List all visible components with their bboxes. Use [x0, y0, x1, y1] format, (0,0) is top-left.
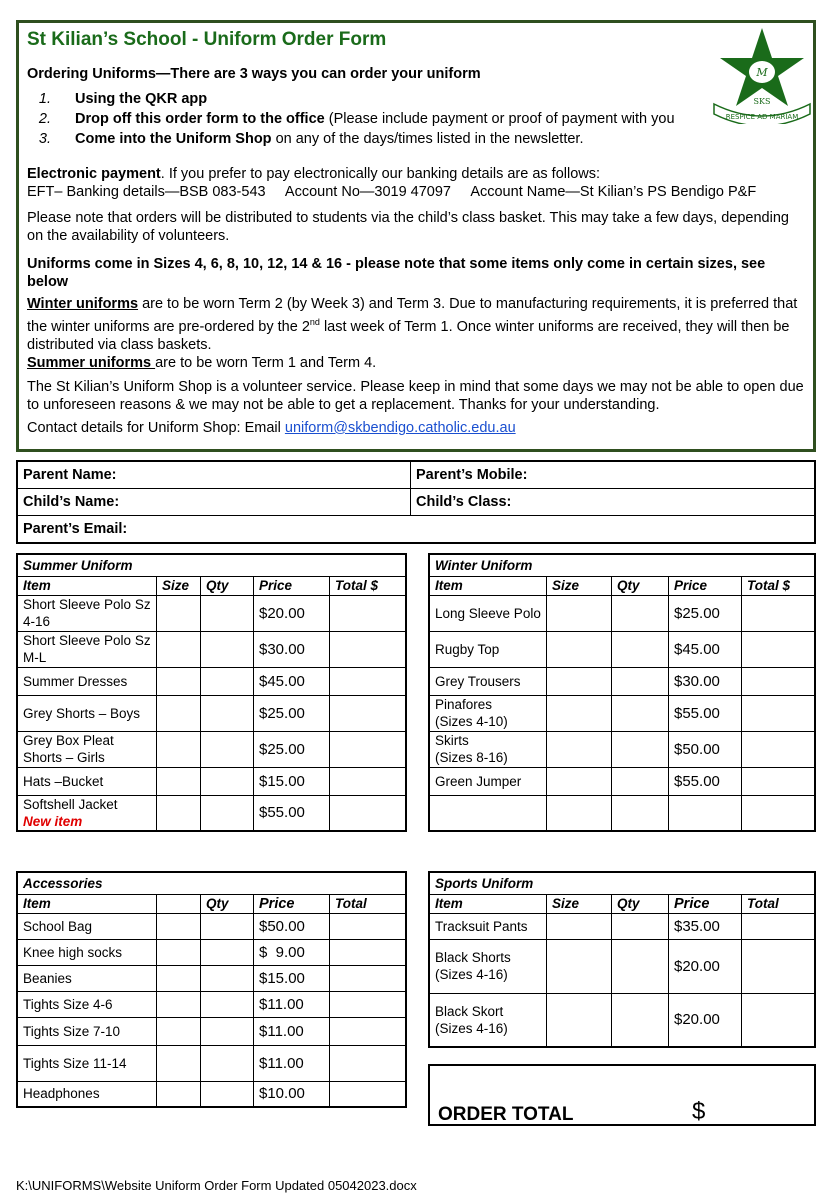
table-row — [429, 993, 815, 1047]
price-cell: $25.00 — [254, 695, 330, 731]
price-cell: $20.00 — [254, 595, 330, 631]
price-cell: $15.00 — [254, 965, 330, 991]
size-cell[interactable] — [547, 695, 612, 731]
accessories-table — [16, 871, 407, 1108]
col-item: Item — [429, 894, 547, 913]
total-cell[interactable] — [330, 667, 407, 695]
table-row — [429, 631, 815, 667]
col-total: Total $ — [330, 576, 407, 595]
total-cell[interactable] — [330, 795, 407, 831]
size-cell[interactable] — [547, 939, 612, 993]
table-row — [17, 631, 406, 667]
item-name: Hats –Bucket — [17, 767, 157, 795]
table-row — [17, 731, 406, 767]
item-name: Black Shorts (Sizes 4-16) — [429, 939, 547, 993]
col-item: Item — [17, 576, 157, 595]
item-name: Rugby Top — [429, 631, 547, 667]
item-name: Summer Dresses — [17, 667, 157, 695]
item-name: Pinafores (Sizes 4-10) — [429, 695, 547, 731]
price-cell: $45.00 — [254, 667, 330, 695]
col-qty: Qty — [201, 576, 254, 595]
size-cell[interactable] — [547, 913, 612, 939]
qty-cell[interactable] — [612, 695, 669, 731]
price-cell: $30.00 — [669, 667, 742, 695]
order-total-amount[interactable]: $ — [692, 1098, 706, 1125]
ordering-way-3: 3. Come into the Uniform Shop on any of the days/times listed in the newsletter. — [55, 129, 805, 149]
total-cell[interactable] — [742, 767, 816, 795]
qty-cell[interactable] — [201, 1045, 254, 1081]
size-cell[interactable] — [157, 1045, 201, 1081]
table-row — [17, 965, 406, 991]
item-name: Black Skort (Sizes 4-16) — [429, 993, 547, 1047]
table-row — [17, 913, 406, 939]
summer-note: Summer uniforms are to be worn Term 1 and Term 4. — [27, 354, 377, 371]
total-cell[interactable] — [330, 631, 407, 667]
item-name: Beanies — [17, 965, 157, 991]
ordering-way-2: 2. Drop off this order form to the office (Please include payment or proof of payment with you — [55, 109, 805, 129]
item-name: Tights Size 4-6 — [17, 991, 157, 1017]
table-row — [17, 939, 406, 965]
qty-cell[interactable] — [201, 667, 254, 695]
order-total-box — [428, 1064, 816, 1126]
child-name-field[interactable]: Child’s Name: — [17, 489, 411, 516]
col-blank — [157, 894, 201, 913]
svg-text:RESPICE AD MARIAM: RESPICE AD MARIAM — [725, 113, 799, 121]
qty-cell[interactable] — [201, 695, 254, 731]
qty-cell[interactable] — [201, 1081, 254, 1107]
qty-cell[interactable] — [612, 795, 669, 831]
winter-title: Winter Uniform — [429, 554, 815, 576]
qty-cell[interactable] — [201, 767, 254, 795]
new-item-badge: New item — [23, 813, 83, 829]
table-row — [429, 913, 815, 939]
price-cell: $10.00 — [254, 1081, 330, 1107]
total-cell[interactable] — [742, 939, 816, 993]
item-name: Headphones — [17, 1081, 157, 1107]
size-cell[interactable] — [547, 731, 612, 767]
total-cell[interactable] — [330, 939, 407, 965]
size-cell[interactable] — [157, 913, 201, 939]
col-total: Total — [742, 894, 816, 913]
child-class-field[interactable]: Child’s Class: — [411, 489, 816, 516]
item-name: Grey Box Pleat Shorts – Girls — [17, 731, 157, 767]
size-cell[interactable] — [157, 667, 201, 695]
price-cell: $ 9.00 — [254, 939, 330, 965]
total-cell[interactable] — [330, 595, 407, 631]
sports-uniform-table — [428, 871, 816, 1048]
table-row — [429, 695, 815, 731]
item-name — [429, 795, 547, 831]
size-cell[interactable] — [157, 731, 201, 767]
total-cell[interactable] — [330, 1045, 407, 1081]
size-cell[interactable] — [547, 993, 612, 1047]
col-size: Size — [547, 576, 612, 595]
footer-file-path: K:\UNIFORMS\Website Uniform Order Form Updated 05042023.docx — [16, 1178, 417, 1193]
summer-title: Summer Uniform — [17, 554, 406, 576]
contact-email-link[interactable]: uniform@skbendigo.catholic.edu.au — [284, 419, 516, 436]
item-name: Skirts (Sizes 8-16) — [429, 731, 547, 767]
price-cell: $30.00 — [254, 631, 330, 667]
total-cell[interactable] — [330, 1017, 407, 1045]
col-price: Price — [669, 576, 742, 595]
sizes-note: Uniforms come in Sizes 4, 6, 8, 10, 12, 14 & 16 - please note that some items only come in certain sizes, see below — [27, 256, 766, 290]
qty-cell[interactable] — [201, 731, 254, 767]
col-price: Price — [254, 576, 330, 595]
total-cell[interactable] — [742, 913, 816, 939]
winter-uniform-table — [428, 553, 816, 832]
item-name: Short Sleeve Polo Sz M-L — [17, 631, 157, 667]
item-name: Tracksuit Pants — [429, 913, 547, 939]
item-name: Green Jumper — [429, 767, 547, 795]
item-name: Grey Trousers — [429, 667, 547, 695]
table-row — [17, 795, 406, 831]
info-section — [16, 20, 816, 452]
qty-cell[interactable] — [201, 991, 254, 1017]
size-cell[interactable] — [547, 595, 612, 631]
electronic-payment: Electronic payment. If you prefer to pay electronically our banking details are as follows: — [27, 166, 601, 182]
table-row — [17, 1017, 406, 1045]
size-cell[interactable] — [547, 667, 612, 695]
parent-details-table — [16, 460, 816, 544]
qty-cell[interactable] — [612, 631, 669, 667]
col-size: Size — [547, 894, 612, 913]
table-row — [429, 731, 815, 767]
table-row — [429, 667, 815, 695]
col-total: Total — [330, 894, 407, 913]
total-cell[interactable] — [330, 991, 407, 1017]
item-name: Tights Size 11-14 — [17, 1045, 157, 1081]
size-cell[interactable] — [157, 1017, 201, 1045]
price-cell: $35.00 — [669, 913, 742, 939]
qty-cell[interactable] — [201, 965, 254, 991]
table-row — [429, 939, 815, 993]
total-cell[interactable] — [330, 695, 407, 731]
price-cell: $25.00 — [669, 595, 742, 631]
qty-cell[interactable] — [612, 595, 669, 631]
form-title: St Kilian’s School - Uniform Order Form — [27, 29, 387, 50]
size-cell[interactable] — [547, 767, 612, 795]
ordering-ways-list — [27, 89, 805, 149]
price-cell: $11.00 — [254, 1017, 330, 1045]
table-row — [17, 1045, 406, 1081]
table-row — [17, 767, 406, 795]
table-row — [429, 795, 815, 831]
size-cell[interactable] — [157, 939, 201, 965]
total-cell[interactable] — [742, 993, 816, 1047]
table-row — [429, 595, 815, 631]
winter-note: Winter uniforms are to be worn Term 2 (by Week 3) and Term 3. Due to manufacturing requirements, it is preferred that the winter uniforms are pre-ordered by the 2nd last week of Term 1. Once winter uniforms are received, they will then be distributed via class baskets. — [27, 296, 798, 353]
qty-cell[interactable] — [612, 767, 669, 795]
total-cell[interactable] — [330, 1081, 407, 1107]
col-qty: Qty — [612, 576, 669, 595]
ordering-heading: Ordering Uniforms—There are 3 ways you can order your uniform — [27, 66, 481, 82]
total-cell[interactable] — [742, 631, 816, 667]
size-cell[interactable] — [157, 695, 201, 731]
qty-cell[interactable] — [612, 939, 669, 993]
accessories-title: Accessories — [17, 872, 406, 894]
qty-cell[interactable] — [201, 939, 254, 965]
price-cell: $20.00 — [669, 993, 742, 1047]
qty-cell[interactable] — [201, 631, 254, 667]
size-cell[interactable] — [157, 767, 201, 795]
col-item: Item — [17, 894, 157, 913]
size-cell[interactable] — [157, 631, 201, 667]
order-total-label: ORDER TOTAL — [438, 1104, 574, 1125]
item-name: Softshell Jacket New item — [17, 795, 157, 831]
price-cell: $45.00 — [669, 631, 742, 667]
school-star-crest-icon — [712, 24, 812, 124]
qty-cell[interactable] — [201, 913, 254, 939]
total-cell[interactable] — [742, 595, 816, 631]
col-qty: Qty — [201, 894, 254, 913]
contact-details: Contact details for Uniform Shop: Email uniform@skbendigo.catholic.edu.au — [27, 419, 516, 436]
total-cell[interactable] — [742, 667, 816, 695]
price-cell: $11.00 — [254, 991, 330, 1017]
table-row — [17, 1081, 406, 1107]
sports-title: Sports Uniform — [429, 872, 815, 894]
qty-cell[interactable] — [612, 731, 669, 767]
price-cell: $55.00 — [254, 795, 330, 831]
qty-cell[interactable] — [201, 795, 254, 831]
price-cell: $11.00 — [254, 1045, 330, 1081]
qty-cell[interactable] — [612, 667, 669, 695]
size-cell[interactable] — [157, 1081, 201, 1107]
size-cell[interactable] — [157, 795, 201, 831]
col-price: Price — [254, 894, 330, 913]
distribution-note: Please note that orders will be distributed to students via the child’s class basket. This may take a few days, depending on the availability of volunteers. — [27, 210, 789, 244]
item-name: School Bag — [17, 913, 157, 939]
total-cell[interactable] — [742, 731, 816, 767]
table-row — [17, 667, 406, 695]
size-cell[interactable] — [157, 595, 201, 631]
size-cell[interactable] — [157, 965, 201, 991]
col-size: Size — [157, 576, 201, 595]
summer-uniform-table — [16, 553, 407, 832]
qty-cell[interactable] — [201, 1017, 254, 1045]
col-price: Price — [669, 894, 742, 913]
ordering-way-1: 1. Using the QKR app — [55, 89, 805, 109]
volunteer-note: The St Kilian’s Uniform Shop is a volunteer service. Please keep in mind that some days we may not be able to open due to unforeseen reasons & we may not be able to get a replacement. Thanks for your understanding. — [27, 378, 804, 413]
table-row — [17, 991, 406, 1017]
qty-cell[interactable] — [612, 913, 669, 939]
banking-details: EFT– Banking details—BSB 083-543 Account No—3019 47097 Account Name—St Kilian’s PS Bendigo P&F — [27, 184, 757, 200]
svg-text:M: M — [756, 66, 768, 79]
parent-mobile-field[interactable]: Parent’s Mobile: — [411, 461, 816, 489]
table-row — [429, 767, 815, 795]
total-cell[interactable] — [330, 913, 407, 939]
price-cell: $50.00 — [669, 731, 742, 767]
item-name: Tights Size 7-10 — [17, 1017, 157, 1045]
price-cell: $55.00 — [669, 695, 742, 731]
price-cell: $20.00 — [669, 939, 742, 993]
price-cell: $55.00 — [669, 767, 742, 795]
col-item: Item — [429, 576, 547, 595]
parent-name-field[interactable]: Parent Name: — [17, 461, 411, 489]
price-cell — [669, 795, 742, 831]
qty-cell[interactable] — [201, 595, 254, 631]
item-name: Short Sleeve Polo Sz 4-16 — [17, 595, 157, 631]
qty-cell[interactable] — [612, 993, 669, 1047]
price-cell: $50.00 — [254, 913, 330, 939]
size-cell[interactable] — [547, 631, 612, 667]
table-row — [17, 595, 406, 631]
total-cell[interactable] — [330, 965, 407, 991]
size-cell[interactable] — [157, 991, 201, 1017]
table-row — [17, 695, 406, 731]
item-name: Knee high socks — [17, 939, 157, 965]
item-name: Grey Shorts – Boys — [17, 695, 157, 731]
parent-email-field[interactable]: Parent’s Email: — [17, 516, 815, 544]
price-cell: $25.00 — [254, 731, 330, 767]
total-cell[interactable] — [742, 795, 816, 831]
total-cell[interactable] — [330, 767, 407, 795]
col-total: Total $ — [742, 576, 816, 595]
col-qty: Qty — [612, 894, 669, 913]
item-name: Long Sleeve Polo — [429, 595, 547, 631]
total-cell[interactable] — [330, 731, 407, 767]
price-cell: $15.00 — [254, 767, 330, 795]
size-cell[interactable] — [547, 795, 612, 831]
svg-text:SKS: SKS — [753, 97, 771, 106]
total-cell[interactable] — [742, 695, 816, 731]
